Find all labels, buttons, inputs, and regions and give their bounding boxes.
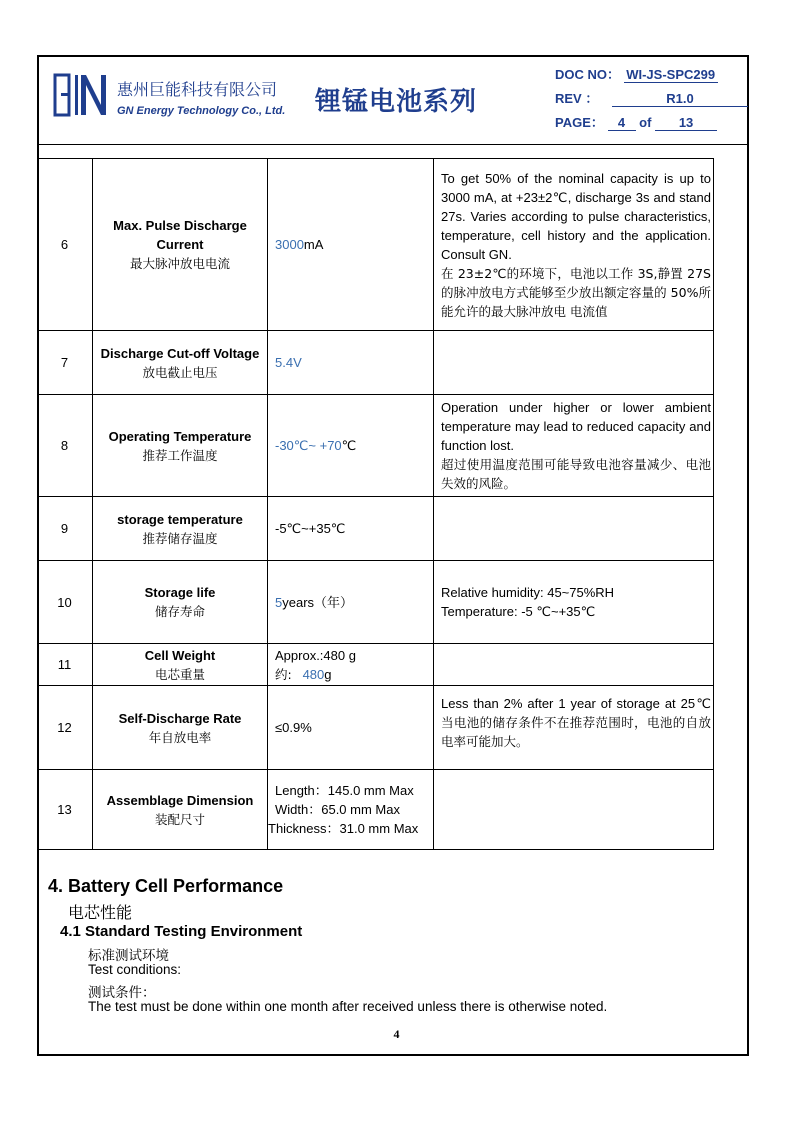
row-number: 7 [37, 331, 93, 395]
item-name-en: Storage life [144, 585, 216, 600]
document-title: 锂锰电池系列 [315, 87, 478, 117]
table-row [37, 770, 714, 850]
gn-logo-icon [55, 73, 111, 117]
paragraph: 标准测试环境 [88, 948, 169, 964]
note-cell [434, 497, 714, 561]
revision: REV ： R1.0 [555, 88, 748, 107]
table-row [37, 561, 714, 644]
value-cell: Length：145.0 mm Max Width：65.0 mm Max Thickness：31.0 mm Max [268, 770, 434, 850]
table-row [37, 331, 714, 395]
item-name-cn: 电芯重量 [154, 666, 205, 682]
value-cell: -30℃~ +70℃ [268, 395, 434, 497]
page-number: 4 [393, 1027, 400, 1041]
row-number: 10 [37, 561, 93, 644]
paragraph: The test must be done within one month after received unless there is otherwise noted. [88, 999, 608, 1014]
page-indicator: PAGE： 4 of 13 [555, 112, 717, 131]
value-cell [268, 159, 434, 331]
item-name-cn: 储存寿命 [154, 604, 205, 619]
note-cell [434, 331, 714, 395]
note-en: Operation under higher or lower ambient temperature may lead to reduced capacity and function lost. [441, 400, 711, 453]
subsection-heading: 4.1 Standard Testing Environment [60, 923, 303, 940]
item-cell [93, 159, 268, 331]
item-name-cn: 最大脉冲放电电流 [129, 256, 230, 271]
note-en: Less than 2% after 1 year of storage at 25℃ [441, 696, 711, 711]
table-row [37, 497, 714, 561]
note-line: Temperature: -5 ℃~+35℃ [441, 604, 596, 619]
item-name-en: Discharge Cut-off Voltage [100, 345, 260, 361]
table-row [37, 159, 714, 331]
page-total: 13 [655, 115, 717, 131]
note-cn: 超过使用温度范围可能导致电池容量减少、电池失效的风险。 [441, 457, 711, 491]
item-name-cn: 推荐储存温度 [142, 530, 218, 546]
note-cell [434, 395, 714, 497]
note-en: To get 50% of the nominal capacity is up to 3000 mA, at +23±2℃, discharge 3s and stand 27s. Varies according to pulse characteristics, temperature, cell history and the application. Consult GN. [441, 170, 711, 262]
item-cell [93, 644, 268, 686]
section-heading: 4. Battery Cell Performance [48, 876, 284, 896]
note-cell [434, 770, 714, 850]
item-name-cn: 推荐工作温度 [142, 447, 218, 463]
company-name-en: GN Energy Technology Co., Ltd. [117, 105, 286, 117]
note-cell [434, 686, 714, 770]
note-cell [434, 644, 714, 686]
row-number: 13 [37, 770, 93, 850]
item-name-cn: 年自放电率 [148, 729, 212, 745]
item-name-cn: 装配尺寸 [154, 811, 205, 827]
doc-no: DOC NO： WI-JS-SPC299 [555, 64, 718, 83]
value-cell: Approx.:480 g 约: 480g [268, 644, 434, 686]
value-cell: 5.4V [268, 331, 434, 395]
item-cell [93, 770, 268, 850]
note-cell [434, 159, 714, 331]
doc-no-value: WI-JS-SPC299 [624, 67, 718, 83]
value-cell: -5℃~+35℃ [268, 497, 434, 561]
row-number: 12 [37, 686, 93, 770]
item-name-en: Operating Temperature [108, 428, 252, 444]
value-cell: ≤0.9% [268, 686, 434, 770]
gn-logo [55, 73, 107, 115]
specification-table [37, 158, 714, 850]
section-heading-cn: 电芯性能 [68, 903, 133, 922]
item-cell [93, 686, 268, 770]
table-row [37, 395, 714, 497]
item-name-en: Cell Weight [144, 647, 216, 663]
header-divider [37, 144, 749, 145]
item-cell [93, 561, 268, 644]
note-cn: 在 23±2℃的环境下，电池以工作 3S,静置 27S 的脉冲放电方式能够至少放出额定容量的 50%所能允许的最大脉冲放电 电流值 [441, 265, 711, 319]
item-cell [93, 395, 268, 497]
page-current: 4 [608, 115, 636, 131]
paragraph: Test conditions: [88, 962, 182, 977]
company-name-cn: 惠州巨能科技有限公司 [117, 80, 278, 99]
item-name-en: storage temperature [117, 511, 243, 527]
note-cell [434, 561, 714, 644]
item-name-cn: 放电截止电压 [142, 364, 218, 380]
item-cell [93, 331, 268, 395]
row-number: 8 [37, 395, 93, 497]
item-name-en: Max. Pulse Discharge Current [113, 218, 247, 252]
document-header [37, 55, 749, 145]
row-number: 11 [37, 644, 93, 686]
item-name-en: Self-Discharge Rate [118, 710, 242, 726]
row-number: 6 [37, 159, 93, 331]
table-row [37, 686, 714, 770]
note-cn: 当电池的储存条件不在推荐范围时，电池的自放电率可能加大。 [441, 715, 711, 749]
row-number: 9 [37, 497, 93, 561]
value-cell: 5years（年） [268, 561, 434, 644]
value-unit: mA [303, 237, 324, 252]
revision-value: R1.0 [612, 91, 748, 107]
note-line: Relative humidity: 45~75%RH [441, 585, 615, 600]
paragraph: 测试条件： [88, 985, 156, 1001]
item-cell [93, 497, 268, 561]
table-row [37, 644, 714, 686]
value-number: 3000 [275, 237, 304, 252]
item-name-en: Assemblage Dimension [106, 792, 254, 808]
